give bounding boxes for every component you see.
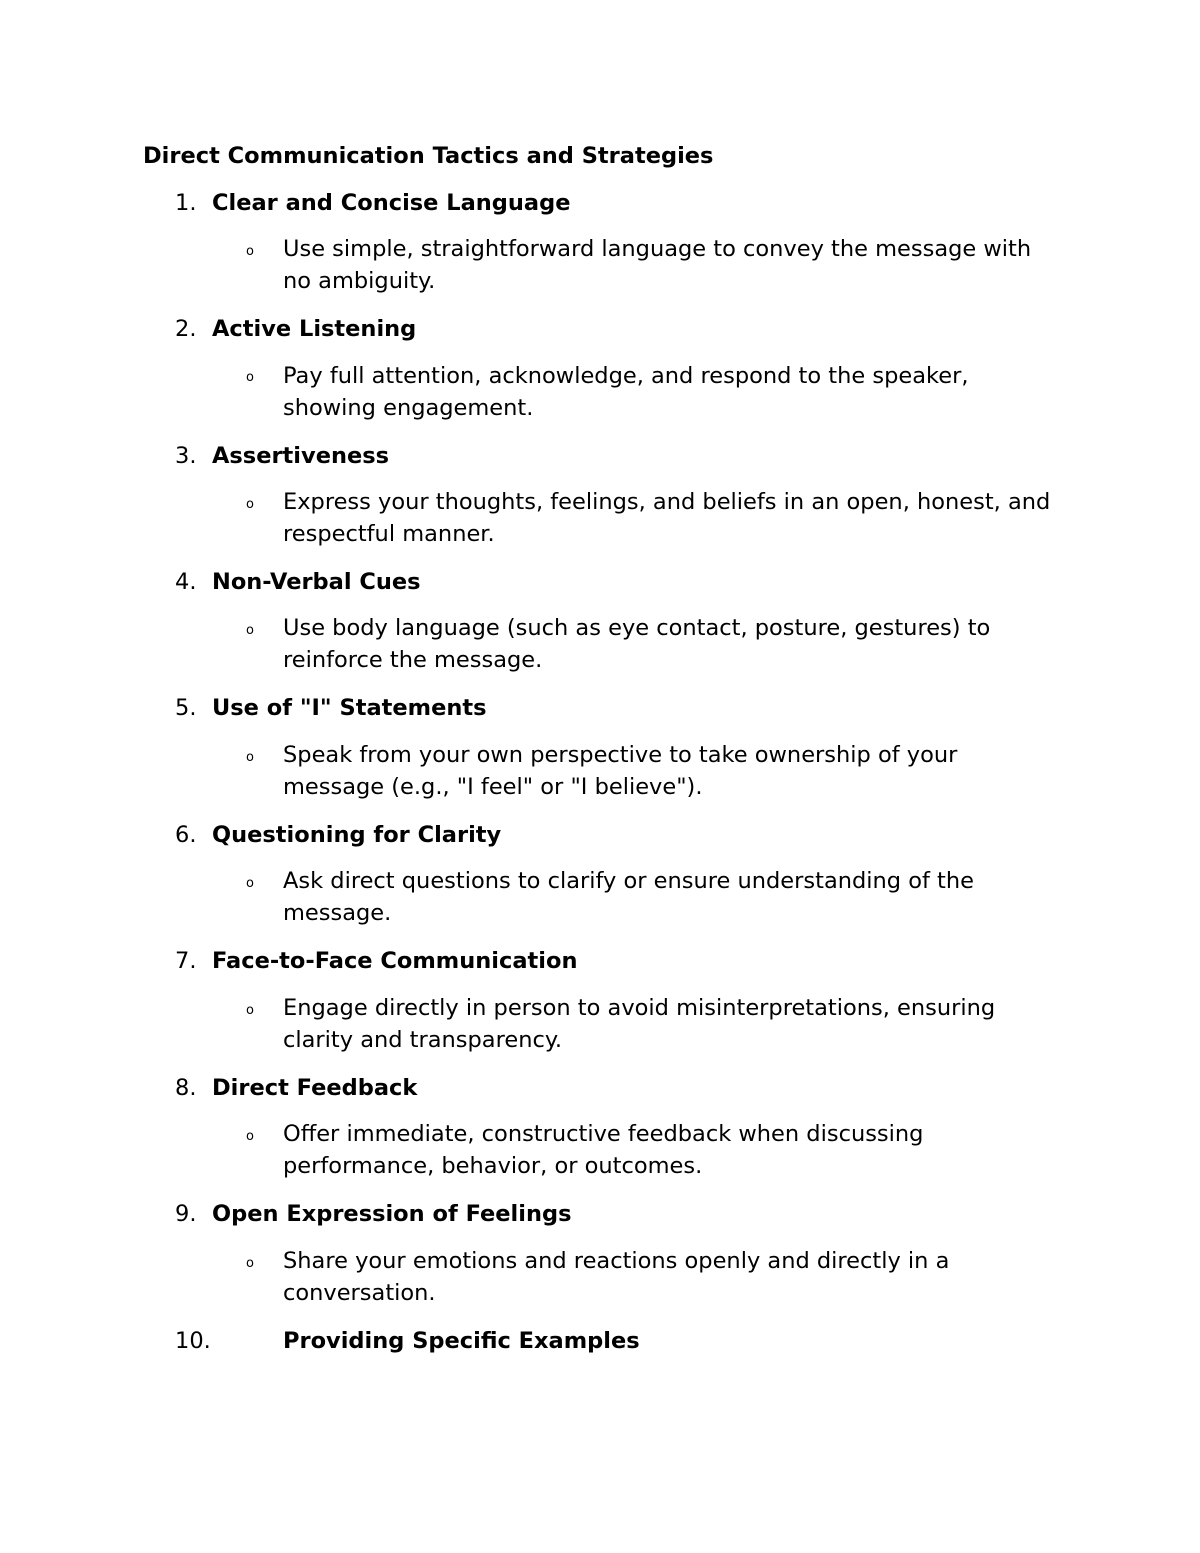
list-item-heading: Assertiveness <box>212 443 390 469</box>
list-item-number: 7. <box>175 948 197 974</box>
list-item-description: Engage directly in person to avoid misinterpretations, ensuring clarity and transparency. <box>283 995 996 1053</box>
list-item-number: 2. <box>175 316 197 342</box>
list-item-description: Offer immediate, constructive feedback when discussing performance, behavior, or outcomes. <box>283 1121 924 1179</box>
bullet-icon: o <box>246 876 254 891</box>
list-item-heading: Questioning for Clarity <box>212 822 502 848</box>
list-item-description: Pay full attention, acknowledge, and respond to the speaker, showing engagement. <box>283 363 969 421</box>
list-item-heading: Use of "I" Statements <box>212 695 487 721</box>
list-item-number: 4. <box>175 569 197 595</box>
bullet-icon: o <box>246 370 254 385</box>
list-item-description: Use body language (such as eye contact, posture, gestures) to reinforce the message. <box>283 615 991 673</box>
bullet-icon: o <box>246 1003 254 1018</box>
list-item-number: 3. <box>175 443 197 469</box>
list-item-heading: Clear and Concise Language <box>212 190 571 216</box>
bullet-icon: o <box>246 1256 254 1271</box>
bullet-icon: o <box>246 1129 254 1144</box>
bullet-icon: o <box>246 497 254 512</box>
list-item-number: 1. <box>175 190 197 216</box>
document-title: Direct Communication Tactics and Strategies <box>143 143 714 169</box>
list-item-description: Ask direct questions to clarify or ensure understanding of the message. <box>283 868 974 926</box>
list-item-description: Express your thoughts, feelings, and beliefs in an open, honest, and respectful manner. <box>283 489 1051 547</box>
list-item-heading: Face-to-Face Communication <box>212 948 578 974</box>
bullet-icon: o <box>246 623 254 638</box>
list-item-number: 9. <box>175 1201 197 1227</box>
list-item-heading: Direct Feedback <box>212 1075 418 1101</box>
list-item-heading: Non-Verbal Cues <box>212 569 421 595</box>
list-item-heading: Open Expression of Feelings <box>212 1201 572 1227</box>
list-item-description: Use simple, straightforward language to convey the message with no ambiguity. <box>283 236 1032 294</box>
list-item-number: 6. <box>175 822 197 848</box>
list-item-number: 8. <box>175 1075 197 1101</box>
bullet-icon: o <box>246 750 254 765</box>
list-item-number: 5. <box>175 695 197 721</box>
list-item-number: 10. <box>175 1328 211 1354</box>
list-item-description: Share your emotions and reactions openly and directly in a conversation. <box>283 1248 950 1306</box>
list-item-description: Speak from your own perspective to take ownership of your message (e.g., "I feel" or "I believe"). <box>283 742 958 800</box>
list-item-heading: Providing Specific Examples <box>283 1328 640 1354</box>
list-item-heading: Active Listening <box>212 316 417 342</box>
bullet-icon: o <box>246 244 254 259</box>
